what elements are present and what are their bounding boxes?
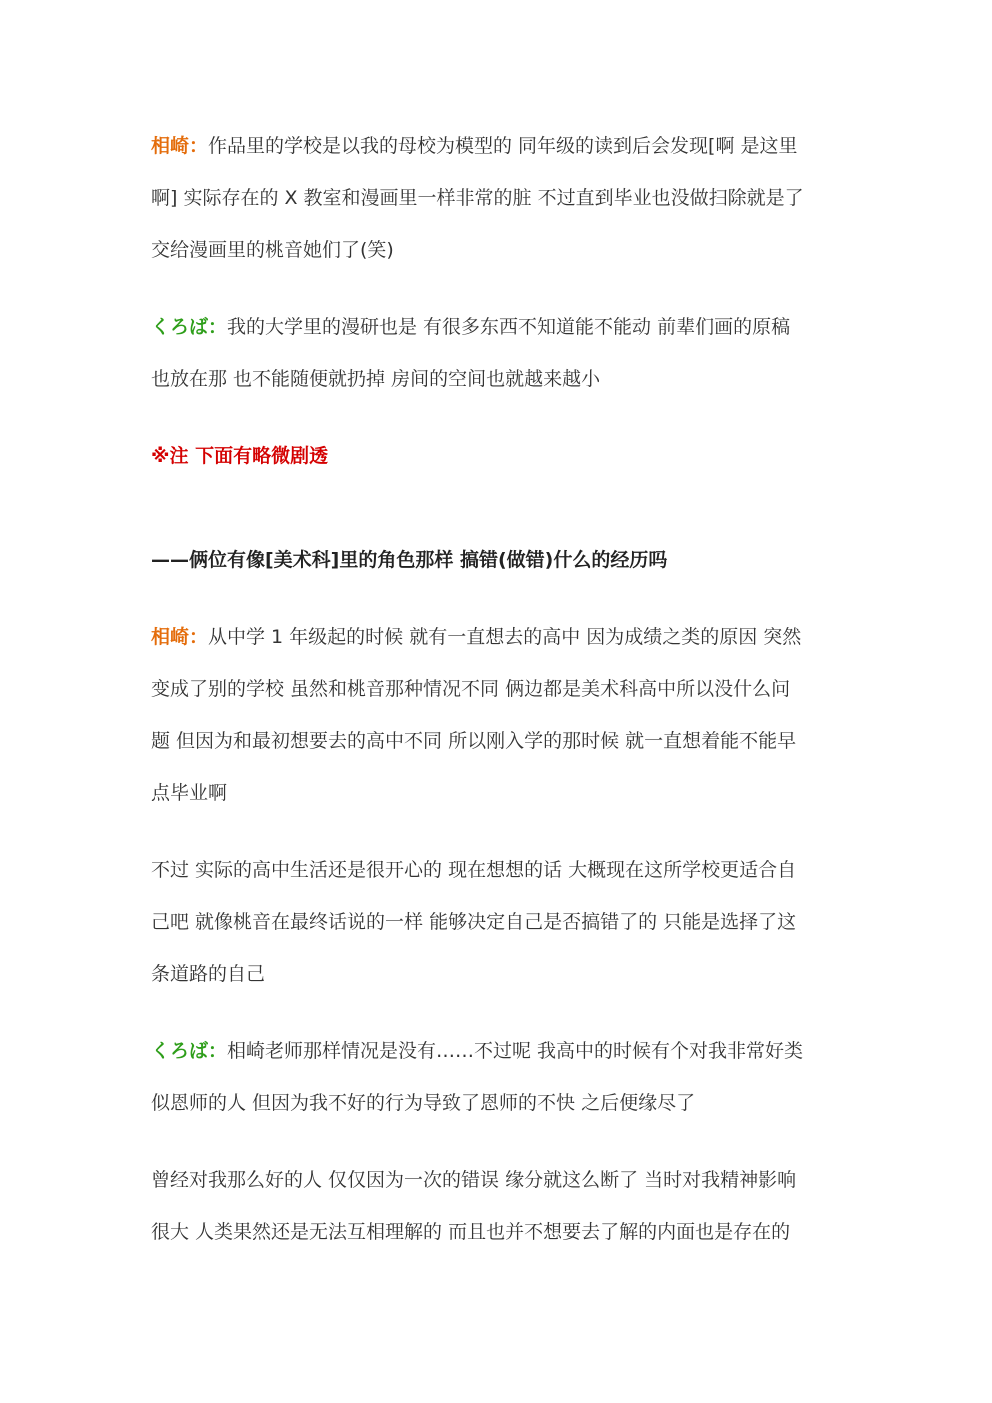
- line-text: 从中学 1 年级起的时候 就有一直想去的高中 因为成绩之类的原因 突然: [208, 626, 802, 648]
- paragraph-line: [151, 728, 796, 754]
- line-text: 相崎老师那样情况是没有……不过呢 我高中的时候有个对我非常好类: [227, 1040, 804, 1062]
- question-text: ——俩位有像[美术科]里的角色那样 搞错(做错)什么的经历吗: [151, 549, 668, 571]
- line-text: 我的大学里的漫研也是 有很多东西不知道能不能动 前辈们画的原稿: [227, 316, 791, 338]
- line-text: 点毕业啊: [151, 782, 228, 804]
- paragraph-line: [151, 366, 600, 392]
- interview-question: [151, 547, 667, 573]
- paragraph-line: [151, 1090, 695, 1116]
- line-text: 很大 人类果然还是无法互相理解的 而且也并不想要去了解的内面也是存在的: [151, 1221, 791, 1243]
- paragraph-line: [151, 314, 790, 340]
- paragraph-line: [151, 857, 796, 883]
- spoiler-note: [151, 443, 328, 469]
- paragraph-line: [151, 237, 394, 263]
- line-text: 交给漫画里的桃音她们了(笑): [151, 239, 394, 261]
- line-text: 也放在那 也不能随便就扔掉 房间的空间也就越来越小: [151, 368, 601, 390]
- speaker-label: 相崎：: [151, 626, 209, 648]
- paragraph-line: [151, 676, 790, 702]
- paragraph-line: [151, 1167, 796, 1193]
- line-text: 啊] 实际存在的 X 教室和漫画里一样非常的脏 不过直到毕业也没做扫除就是了: [151, 187, 804, 209]
- line-text: 曾经对我那么好的人 仅仅因为一次的错误 缘分就这么断了 当时对我精神影响: [151, 1169, 797, 1191]
- paragraph-line: [151, 780, 227, 806]
- speaker-label: 相崎：: [151, 135, 209, 157]
- line-text: 似恩师的人 但因为我不好的行为导致了恩师的不快 之后便缘尽了: [151, 1092, 696, 1114]
- paragraph-line: [151, 909, 796, 935]
- paragraph-line: [151, 185, 804, 211]
- paragraph-line: [151, 624, 801, 650]
- paragraph-line: [151, 1038, 803, 1064]
- line-text: 作品里的学校是以我的母校为模型的 同年级的读到后会发现[啊 是这里: [208, 135, 798, 157]
- paragraph-line: [151, 961, 265, 987]
- paragraph-line: [151, 1219, 790, 1245]
- line-text: 条道路的自己: [151, 963, 266, 985]
- line-text: 己吧 就像桃音在最终话说的一样 能够决定自己是否搞错了的 只能是选择了这: [151, 911, 797, 933]
- speaker-label: くろば：: [151, 316, 228, 338]
- line-text: 不过 实际的高中生活还是很开心的 现在想想的话 大概现在这所学校更适合自: [151, 859, 797, 881]
- paragraph-line: [151, 133, 798, 159]
- speaker-label: くろば：: [151, 1040, 228, 1062]
- line-text: 变成了别的学校 虽然和桃音那种情况不同 俩边都是美术科高中所以没什么问: [151, 678, 791, 700]
- note-text: ※注 下面有略微剧透: [151, 445, 329, 467]
- line-text: 题 但因为和最初想要去的高中不同 所以刚入学的那时候 就一直想着能不能早: [151, 730, 797, 752]
